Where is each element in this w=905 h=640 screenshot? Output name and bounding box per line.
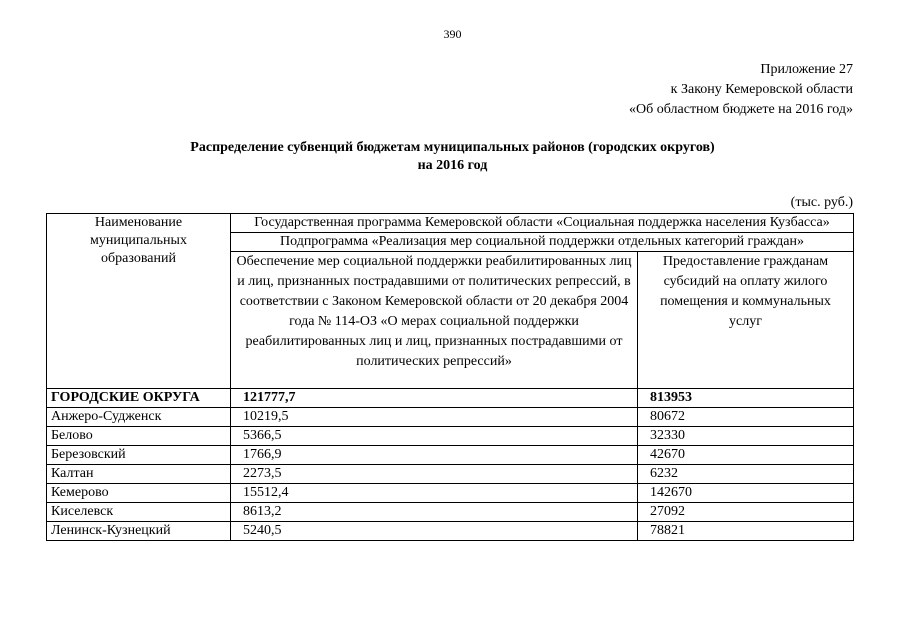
page-number: 390 [443,27,462,41]
row-name: Белово [47,427,231,446]
row-value-col1: 121777,7 [231,389,638,408]
table-row [47,389,854,408]
header-column-rehabilitated-support: Обеспечение мер социальной поддержки реабилитированных лиц и лиц, признанных пострадавшими от политических репрессий, в соответствии с Законом Кемеровской области от 20 декабря 2004 года № 114-ОЗ «О мерах социальной поддержки реабилитированных лиц и лиц, признанных пострадавшими от политических репрессий» [231,252,638,389]
header-municipality: Наименование муниципальных образований [47,214,231,389]
row-name: Киселевск [47,503,231,522]
row-value-col2: 27092 [638,503,854,522]
row-value-col2: 142670 [638,484,854,503]
table-row [47,484,854,503]
appendix-line-3: «Об областном бюджете на 2016 год» [629,102,853,117]
row-value-col2: 42670 [638,446,854,465]
row-value-col1: 8613,2 [231,503,638,522]
table-row [47,427,854,446]
row-name: Березовский [47,446,231,465]
row-name: Кемерово [47,484,231,503]
row-value-col2: 813953 [638,389,854,408]
row-value-col1: 5366,5 [231,427,638,446]
row-value-col2: 6232 [638,465,854,484]
row-value-col2: 32330 [638,427,854,446]
document-title-line-2: на 2016 год [417,158,488,173]
appendix-line-2: к Закону Кемеровской области [670,82,853,97]
header-program: Государственная программа Кемеровской области «Социальная поддержка населения Кузбасса» [231,214,854,233]
row-name: Анжеро-Судженск [47,408,231,427]
row-value-col1: 5240,5 [231,522,638,541]
row-value-col1: 15512,4 [231,484,638,503]
appendix-line-1: Приложение 27 [760,62,853,77]
table-row [47,465,854,484]
row-name: ГОРОДСКИЕ ОКРУГА [47,389,231,408]
row-value-col1: 1766,9 [231,446,638,465]
subsidy-table [46,213,854,541]
table-row [47,446,854,465]
units-label: (тыс. руб.) [790,195,853,210]
row-name: Ленинск-Кузнецкий [47,522,231,541]
row-value-col2: 80672 [638,408,854,427]
table-row [47,522,854,541]
table-row [47,503,854,522]
header-subprogram: Подпрограмма «Реализация мер социальной поддержки отдельных категорий граждан» [231,233,854,252]
row-name: Калтан [47,465,231,484]
table-row [47,408,854,427]
row-value-col1: 2273,5 [231,465,638,484]
table-header-row [47,214,854,233]
document-title-line-1: Распределение субвенций бюджетам муниципальных районов (городских округов) [190,140,715,155]
row-value-col2: 78821 [638,522,854,541]
document-title [0,139,905,175]
row-value-col1: 10219,5 [231,408,638,427]
appendix-reference [629,60,853,120]
header-column-housing-subsidies: Предоставление гражданам субсидий на оплату жилого помещения и коммунальных услуг [638,252,854,389]
